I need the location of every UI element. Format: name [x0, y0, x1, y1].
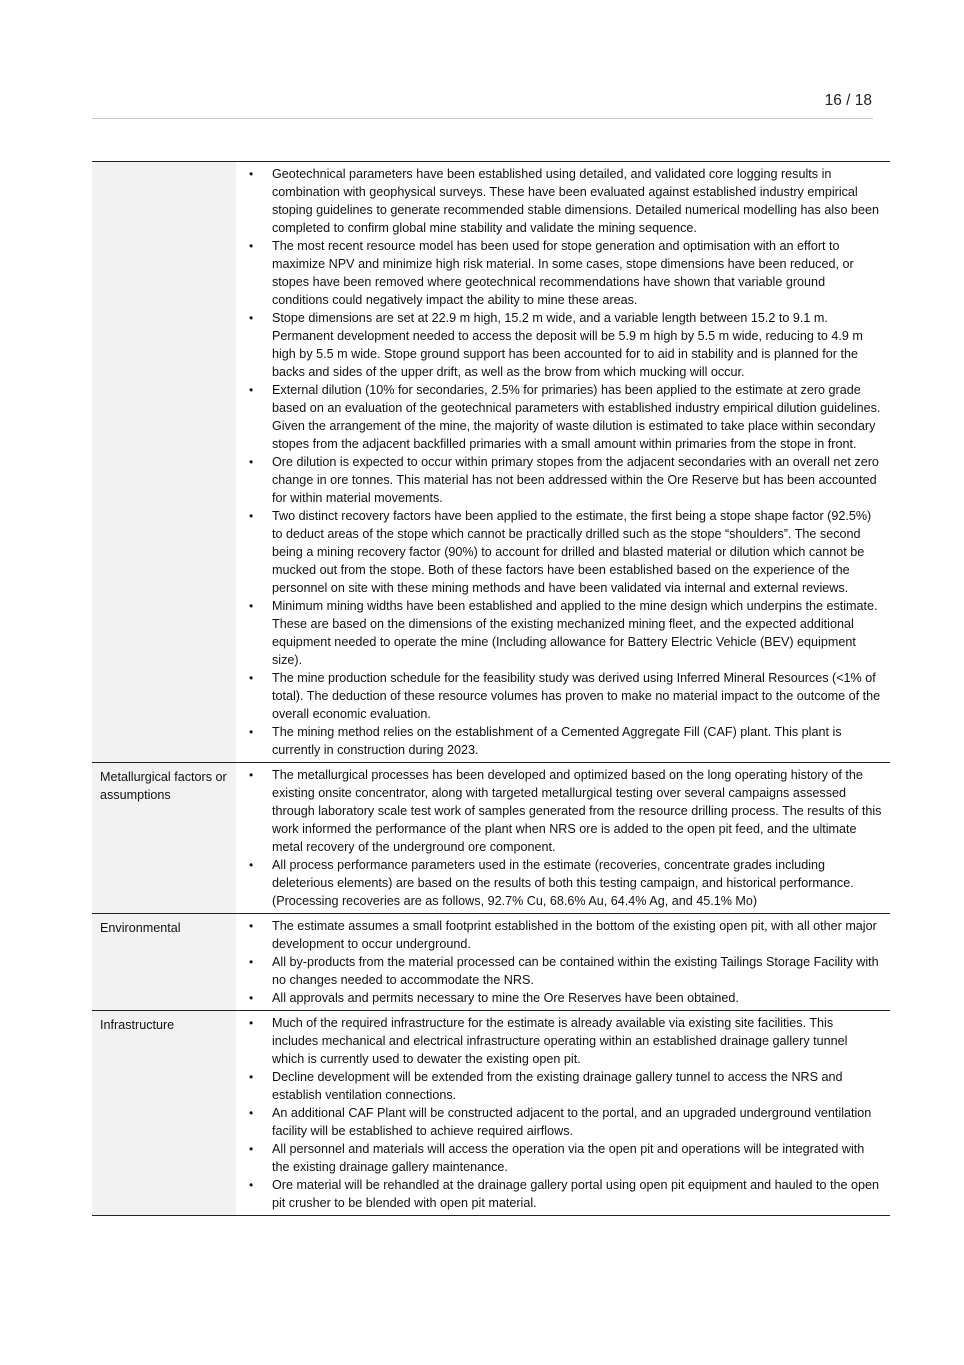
list-item: • All personnel and materials will access the operation via the open pit and operations will be integrated with the existing drainage gallery maintenance. [236, 1140, 882, 1176]
list-item: • External dilution (10% for secondaries, 2.5% for primaries) has been applied to the estimate at zero grade based on an evaluation of the geotechnical parameters with established industry empirical dilution guidelines. Given the arrangement of the mine, the majority of waste dilution is estimated to take place within secondary stopes from the adjacent backfilled primaries with a small amount within primaries from the stope in front. [236, 381, 882, 453]
list-item: • The estimate assumes a small footprint established in the bottom of the existing open pit, with all other major development to occur underground. [236, 917, 882, 953]
reserve-criteria-table [92, 161, 890, 1216]
list-item: • The most recent resource model has been used for stope generation and optimisation with an effort to maximize NPV and minimize high risk material. In some cases, stope dimensions have been reduced, or stopes have been removed where geotechnical recommendations have shown that variable ground conditions could negatively impact the ability to mine these areas. [236, 237, 882, 309]
bullet-list [236, 1014, 882, 1212]
row-label: Environmental [92, 914, 236, 1010]
table-row-metallurgical [92, 763, 890, 914]
row-label [92, 162, 236, 762]
table-row-infrastructure [92, 1011, 890, 1216]
list-item: • Ore dilution is expected to occur within primary stopes from the adjacent secondaries with an overall net zero change in ore tonnes. This material has not been addressed within the Ore Reserve but has been accounted for within material movements. [236, 453, 882, 507]
bullet-list [236, 917, 882, 1007]
list-item: • An additional CAF Plant will be constructed adjacent to the portal, and an upgraded underground ventilation facility will be established to achieve required airflows. [236, 1104, 882, 1140]
table-row-environmental [92, 914, 890, 1011]
list-item: • The mine production schedule for the feasibility study was derived using Inferred Mineral Resources (<1% of total). The deduction of these resource volumes has proven to make no material impact to the outcome of the overall economic evaluation. [236, 669, 882, 723]
row-label: Infrastructure [92, 1011, 236, 1215]
row-content [236, 1011, 890, 1215]
table-row-mining-factors [92, 162, 890, 763]
list-item: • The mining method relies on the establishment of a Cemented Aggregate Fill (CAF) plant. This plant is currently in construction during 2023. [236, 723, 882, 759]
page-number: 16 / 18 [824, 92, 872, 109]
list-item: • All approvals and permits necessary to mine the Ore Reserves have been obtained. [236, 989, 882, 1007]
row-content [236, 763, 890, 913]
list-item: • The metallurgical processes has been developed and optimized based on the long operating history of the existing onsite concentrator, along with targeted metallurgical testing over several campaigns assessed through laboratory scale test work of samples generated from the resource drilling process. The results of this work informed the performance of the plant when NRS ore is added to the open pit feed, and the ultimate metal recovery of the underground ore component. [236, 766, 882, 856]
row-content [236, 162, 890, 762]
list-item: • All process performance parameters used in the estimate (recoveries, concentrate grades including deleterious elements) are based on the results of both this testing campaign, and historical performance. (Processing recoveries are as follows, 92.7% Cu, 68.6% Au, 64.4% Ag, and 45.1% Mo) [236, 856, 882, 910]
list-item: • Geotechnical parameters have been established using detailed, and validated core logging results in combination with geophysical surveys. These have been evaluated against established industry empirical stoping guidelines to generate recommended stable dimensions. Detailed numerical modelling has also been completed to confirm global mine stability and validate the mining sequence. [236, 165, 882, 237]
list-item: • Two distinct recovery factors have been applied to the estimate, the first being a stope shape factor (92.5%) to deduct areas of the stope which cannot be practically drilled such as the stope “shoulders”. The second being a mining recovery factor (90%) to account for drilled and blasted material or dilution which cannot be mucked out from the stope. Both of these factors have been established based on the experience of the personnel on site with these mining methods and have been validated via internal and external reviews. [236, 507, 882, 597]
list-item: • All by-products from the material processed can be contained within the existing Tailings Storage Facility with no changes needed to accommodate the NRS. [236, 953, 882, 989]
list-item: • Much of the required infrastructure for the estimate is already available via existing site facilities. This includes mechanical and electrical infrastructure operating within an established drainage gallery tunnel which is currently used to dewater the existing open pit. [236, 1014, 882, 1068]
list-item: • Decline development will be extended from the existing drainage gallery tunnel to access the NRS and establish ventilation connections. [236, 1068, 882, 1104]
bullet-list [236, 165, 882, 759]
row-label: Metallurgical factors or assumptions [92, 763, 236, 913]
list-item: • Stope dimensions are set at 22.9 m high, 15.2 m wide, and a variable length between 15.2 to 9.1 m. Permanent development needed to access the deposit will be 5.9 m high by 5.5 m wide, reducing to 4.9 m high by 5.5 m wide. Stope ground support has been accounted for to aid in stability and is planned for the backs and sides of the upper drift, as well as the brow from which mucking will occur. [236, 309, 882, 381]
list-item: • Ore material will be rehandled at the drainage gallery portal using open pit equipment and hauled to the open pit crusher to be blended with open pit material. [236, 1176, 882, 1212]
list-item: • Minimum mining widths have been established and applied to the mine design which underpins the estimate. These are based on the dimensions of the existing mechanized mining fleet, and the expected additional equipment needed to operate the mine (Including allowance for Battery Electric Vehicle (BEV) equipment size). [236, 597, 882, 669]
header-divider [92, 118, 873, 119]
row-content [236, 914, 890, 1010]
bullet-list [236, 766, 882, 910]
